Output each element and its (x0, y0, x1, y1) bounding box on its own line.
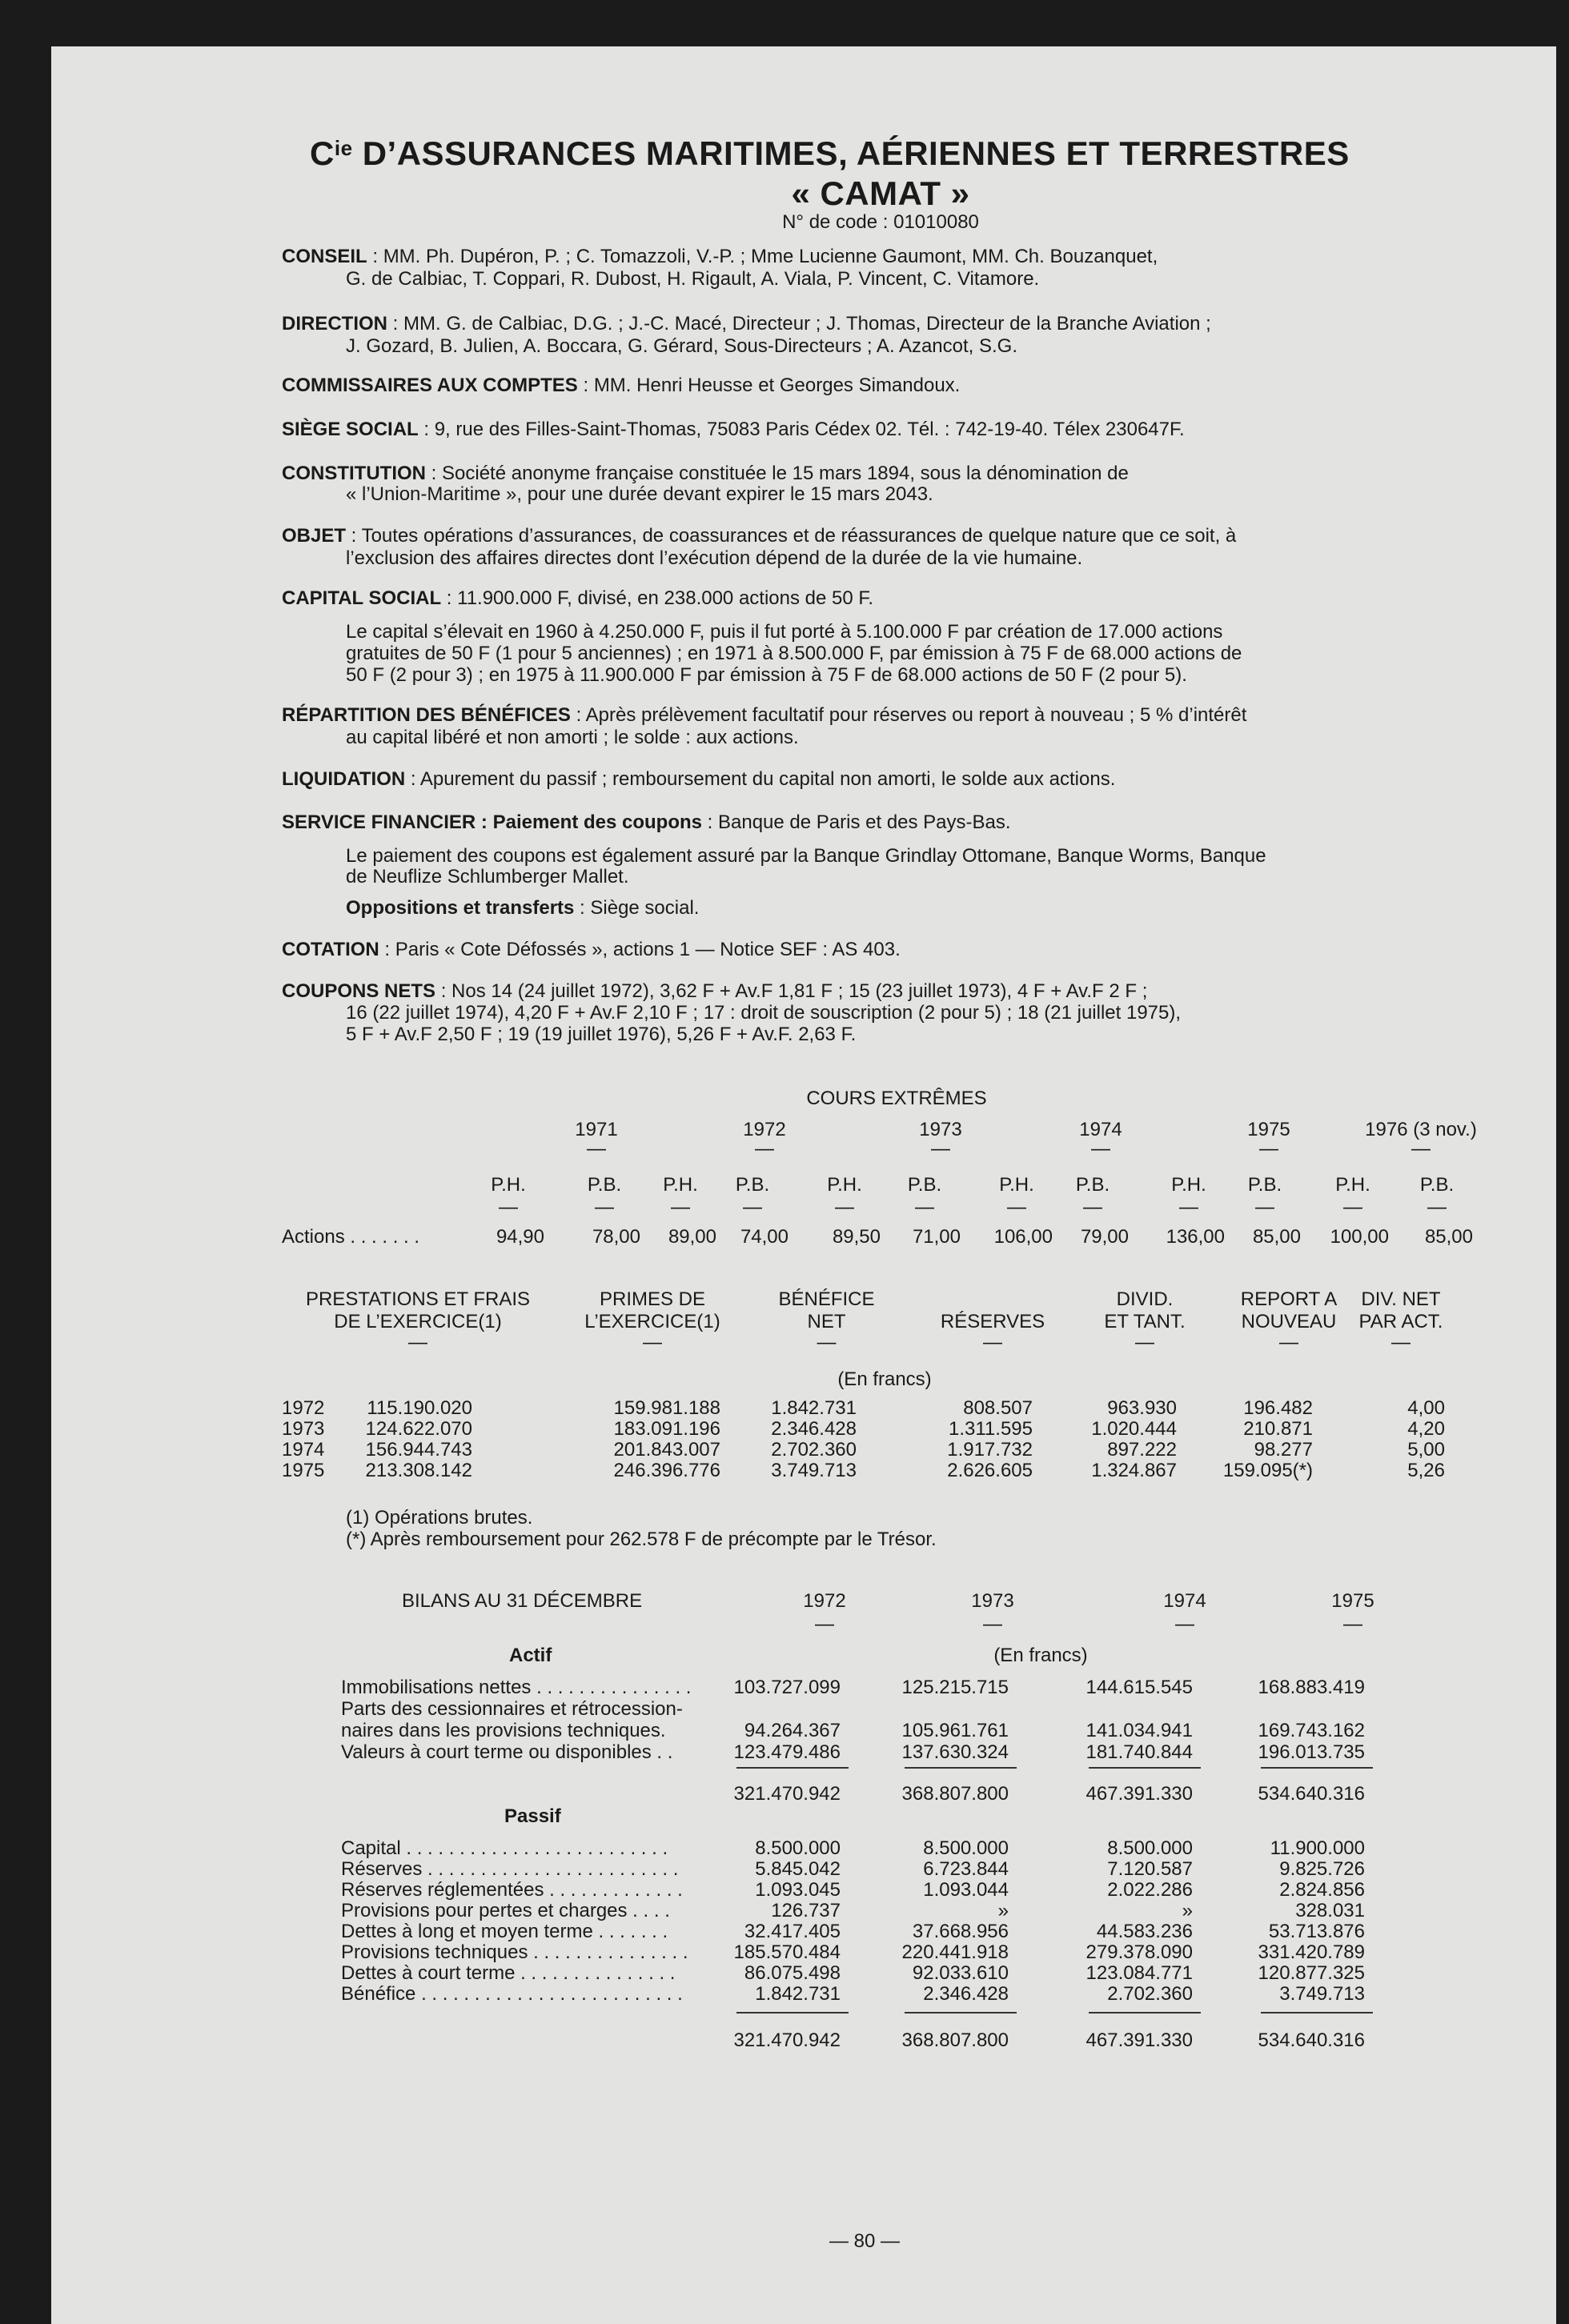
results-header-dash: — (643, 1332, 662, 1353)
passif-row-label: Dettes à court terme . . . . . . . . . . . . . . . (341, 1962, 676, 1984)
title-prefix: C (310, 134, 335, 172)
actif-label: Actif (509, 1645, 552, 1666)
results-cell: 2.702.360 (771, 1439, 857, 1461)
actif-row-label: Valeurs à court terme ou disponibles . . (341, 1741, 673, 1763)
passif-value: 120.877.325 (1258, 1962, 1365, 1984)
results-header-dash: — (1391, 1332, 1410, 1353)
passif-value: 8.500.000 (923, 1837, 1009, 1859)
results-unit: (En francs) (837, 1368, 932, 1390)
repartition-line2: au capital libéré et non amorti ; le solde : aux actions. (346, 727, 799, 748)
actif-row-label: naires dans les provisions techniques. (341, 1720, 666, 1741)
results-note2: (*) Après remboursement pour 262.578 F de précompte par le Trésor. (346, 1529, 937, 1550)
conseil-line2: G. de Calbiac, T. Coppari, R. Dubost, H. Rigault, A. Viala, P. Vincent, C. Vitamore. (346, 268, 1040, 290)
cours-sub-dash: — (1343, 1196, 1362, 1218)
cours-value: 89,50 (832, 1226, 881, 1248)
bilans-year-dash: — (983, 1613, 1002, 1635)
passif-total-rule (1261, 2012, 1373, 2013)
cours-year: 1974 (1079, 1119, 1122, 1140)
passif-total-value: 321.470.942 (733, 2029, 841, 2051)
coupons-line2: 16 (22 juillet 1974), 4,20 F + Av.F 2,10 F ; 17 : droit de souscription (2 pour 5) ; 18 (21 juillet 1975), (346, 1002, 1182, 1024)
passif-value: 6.723.844 (923, 1858, 1009, 1880)
cours-value: 94,90 (496, 1226, 544, 1248)
results-cell: 246.396.776 (613, 1460, 720, 1481)
cours-sub-dash: — (743, 1196, 762, 1218)
passif-row-label: Réserves . . . . . . . . . . . . . . . . . . . . . . . . (341, 1858, 679, 1880)
results-cell: 183.091.196 (613, 1418, 720, 1440)
passif-row-label: Provisions pour pertes et charges . . . . (341, 1900, 670, 1921)
passif-value: 11.900.000 (1270, 1837, 1365, 1859)
results-header-top: PRIMES DE (599, 1288, 706, 1310)
cours-sub-dash: — (595, 1196, 614, 1218)
results-cell: 1.842.731 (771, 1397, 857, 1419)
results-cell: 1972 (282, 1397, 325, 1419)
cours-year-dash: — (1091, 1138, 1110, 1160)
results-cell: 159.981.188 (613, 1397, 720, 1419)
passif-value: 1.842.731 (755, 1983, 841, 2005)
passif-value: 185.570.484 (733, 1941, 841, 1963)
actif-value: 105.961.761 (901, 1720, 1009, 1741)
bilans-year-dash: — (1343, 1613, 1362, 1635)
results-cell: 5,00 (1407, 1439, 1445, 1461)
cours-sub-dash: — (499, 1196, 518, 1218)
service-line2: Le paiement des coupons est également assuré par la Banque Grindlay Ottomane, Banque Worms, Banque (346, 845, 1266, 867)
passif-value: » (1182, 1900, 1193, 1921)
results-header-dash: — (1279, 1332, 1298, 1353)
coupons-line1: COUPONS NETS : Nos 14 (24 juillet 1972), 3,62 F + Av.F 1,81 F ; 15 (23 juillet 1973), 4 F + Av.F 2 F ; (282, 980, 1148, 1002)
passif-value: 92.033.610 (912, 1962, 1009, 1984)
cours-value: 85,00 (1424, 1226, 1473, 1248)
direction-line1: DIRECTION : MM. G. de Calbiac, D.G. ; J.-C. Macé, Directeur ; J. Thomas, Directeur de la Branche Aviation ; (282, 313, 1211, 335)
cours-value: 74,00 (740, 1226, 789, 1248)
actif-total-value: 321.470.942 (733, 1783, 841, 1805)
passif-value: 328.031 (1295, 1900, 1365, 1921)
cours-sub-pb: P.B. (1075, 1174, 1110, 1196)
results-header-bottom: L’EXERCICE(1) (584, 1311, 720, 1332)
passif-value: 7.120.587 (1107, 1858, 1193, 1880)
cours-year-dash: — (587, 1138, 606, 1160)
results-cell: 4,00 (1407, 1397, 1445, 1419)
actif-total-rule (905, 1767, 1017, 1769)
results-header-top: BÉNÉFICE (778, 1288, 875, 1310)
results-header-top: DIVID. (1116, 1288, 1174, 1310)
bilans-year-dash: — (1175, 1613, 1194, 1635)
cours-year-dash: — (931, 1138, 950, 1160)
cours-value: 100,00 (1330, 1226, 1389, 1248)
cours-sub-pb: P.B. (587, 1174, 622, 1196)
results-header-dash: — (817, 1332, 837, 1353)
results-note1: (1) Opérations brutes. (346, 1507, 533, 1529)
passif-value: 53.713.876 (1268, 1921, 1365, 1942)
results-cell: 3.749.713 (771, 1460, 857, 1481)
actif-value: 168.883.419 (1258, 1677, 1365, 1698)
cours-value: 71,00 (912, 1226, 961, 1248)
results-header-bottom: PAR ACT. (1358, 1311, 1443, 1332)
objet-line2: l’exclusion des affaires directes dont l’exécution dépend de la durée de la vie humaine. (346, 547, 1083, 569)
cours-value: 89,00 (668, 1226, 716, 1248)
page-number: — 80 — (829, 2230, 901, 2252)
capital-line1: CAPITAL SOCIAL : 11.900.000 F, divisé, en 238.000 actions de 50 F. (282, 587, 874, 609)
cours-row-label: Actions . . . . . . . (282, 1226, 420, 1248)
cours-sub-ph: P.H. (663, 1174, 698, 1196)
passif-total-rule (905, 2012, 1017, 2013)
passif-total-value: 534.640.316 (1258, 2029, 1365, 2051)
actif-value: 141.034.941 (1085, 1720, 1193, 1741)
capital-line3: gratuites de 50 F (1 pour 5 anciennes) ; en 1971 à 8.500.000 F, par émission à 75 F de 68.000 actions de (346, 643, 1242, 664)
actif-value: 181.740.844 (1085, 1741, 1193, 1763)
passif-value: 2.702.360 (1107, 1983, 1193, 2005)
cours-value: 106,00 (993, 1226, 1053, 1248)
passif-row-label: Capital . . . . . . . . . . . . . . . . . . . . . . . . . (341, 1837, 668, 1859)
passif-value: 2.824.856 (1279, 1879, 1365, 1901)
cours-value: 78,00 (592, 1226, 640, 1248)
results-header-bottom: ET TANT. (1104, 1311, 1186, 1332)
actif-value: 103.727.099 (733, 1677, 841, 1698)
cours-title: COURS EXTRÊMES (806, 1088, 987, 1109)
results-cell: 213.308.142 (365, 1460, 472, 1481)
coupons-line3: 5 F + Av.F 2,50 F ; 19 (19 juillet 1976), 5,26 F + Av.F. 2,63 F. (346, 1024, 857, 1045)
title-prefix-sup: ie (334, 136, 353, 160)
cours-sub-dash: — (1427, 1196, 1447, 1218)
results-cell: 897.222 (1107, 1439, 1177, 1461)
results-cell: 1.311.595 (949, 1418, 1033, 1440)
direction-line2: J. Gozard, B. Julien, A. Boccara, G. Gérard, Sous-Directeurs ; A. Azancot, S.G. (346, 335, 1018, 357)
results-cell: 1.324.867 (1091, 1460, 1177, 1481)
cours-year: 1972 (743, 1119, 786, 1140)
passif-total-value: 368.807.800 (901, 2029, 1009, 2051)
results-cell: 1975 (282, 1460, 325, 1481)
results-cell: 2.626.605 (947, 1460, 1033, 1481)
results-header-bottom: RÉSERVES (940, 1311, 1045, 1332)
results-cell: 98.277 (1254, 1439, 1313, 1461)
cours-year: 1975 (1247, 1119, 1290, 1140)
actif-value: 137.630.324 (901, 1741, 1009, 1763)
passif-row-label: Dettes à long et moyen terme . . . . . . . (341, 1921, 668, 1942)
cours-year: 1971 (575, 1119, 618, 1140)
actif-total-value: 368.807.800 (901, 1783, 1009, 1805)
actif-total-value: 534.640.316 (1258, 1783, 1365, 1805)
results-header-dash: — (983, 1332, 1002, 1353)
actif-row-label: Immobilisations nettes . . . . . . . . . . . . . . . (341, 1677, 692, 1698)
oppositions-line: Oppositions et transferts : Siège social. (346, 897, 700, 919)
conseil-line1: CONSEIL : MM. Ph. Dupéron, P. ; C. Tomazzoli, V.-P. ; Mme Lucienne Gaumont, MM. Ch. Bouzanquet, (282, 246, 1158, 267)
passif-value: 37.668.956 (912, 1921, 1009, 1942)
bilans-year: 1974 (1163, 1590, 1206, 1612)
bilans-year: 1972 (803, 1590, 846, 1612)
cours-sub-dash: — (835, 1196, 854, 1218)
actif-total-rule (1089, 1767, 1201, 1769)
results-cell: 159.095(*) (1222, 1460, 1313, 1481)
actif-value: 196.013.735 (1258, 1741, 1365, 1763)
company-title (310, 134, 1350, 173)
service-line1: SERVICE FINANCIER : Paiement des coupons : Banque de Paris et des Pays-Bas. (282, 811, 1011, 833)
passif-value: 9.825.726 (1279, 1858, 1365, 1880)
cours-year-dash: — (1411, 1138, 1431, 1160)
passif-value: 3.749.713 (1279, 1983, 1365, 2005)
results-cell: 1.020.444 (1091, 1418, 1177, 1440)
results-cell: 210.871 (1243, 1418, 1313, 1440)
siege-line: SIÈGE SOCIAL : 9, rue des Filles-Saint-Thomas, 75083 Paris Cédex 02. Tél. : 742-19-40. Télex 230647F. (282, 419, 1185, 440)
actif-value: 123.479.486 (733, 1741, 841, 1763)
cours-sub-pb: P.B. (735, 1174, 770, 1196)
title-line1: D’ASSURANCES MARITIMES, AÉRIENNES ET TERRESTRES (362, 134, 1350, 172)
results-cell: 2.346.428 (771, 1418, 857, 1440)
results-header-dash: — (1135, 1332, 1154, 1353)
passif-value: 32.417.405 (744, 1921, 841, 1942)
cours-year-dash: — (755, 1138, 774, 1160)
code-number: N° de code : 01010080 (782, 211, 979, 233)
results-header-top: REPORT A (1240, 1288, 1338, 1310)
cours-sub-dash: — (1255, 1196, 1274, 1218)
bilans-unit: (En francs) (993, 1645, 1088, 1666)
bilans-year-dash: — (815, 1613, 834, 1635)
passif-value: 279.378.090 (1085, 1941, 1193, 1963)
passif-label: Passif (504, 1805, 561, 1827)
cours-value: 85,00 (1252, 1226, 1301, 1248)
results-cell: 196.482 (1243, 1397, 1313, 1419)
repartition-line1: RÉPARTITION DES BÉNÉFICES : Après prélèvement facultatif pour réserves ou report à nouveau ; 5 % d’intérêt (282, 704, 1247, 726)
passif-value: 1.093.044 (923, 1879, 1009, 1901)
cours-year: 1973 (919, 1119, 962, 1140)
results-cell: 808.507 (963, 1397, 1033, 1419)
results-cell: 1.917.732 (947, 1439, 1033, 1461)
actif-total-rule (736, 1767, 849, 1769)
actif-value: 94.264.367 (744, 1720, 841, 1741)
results-cell: 201.843.007 (613, 1439, 720, 1461)
passif-value: 2.022.286 (1107, 1879, 1193, 1901)
cours-sub-pb: P.B. (1419, 1174, 1455, 1196)
cours-year: 1976 (3 nov.) (1365, 1119, 1477, 1140)
capital-line4: 50 F (2 pour 3) ; en 1975 à 11.900.000 F par émission à 75 F de 68.000 actions de 50 F (2 pour 5). (346, 664, 1187, 686)
results-cell: 156.944.743 (365, 1439, 472, 1461)
constitution-line2: « l’Union-Maritime », pour une durée devant expirer le 15 mars 2043. (346, 483, 933, 505)
passif-value: 123.084.771 (1085, 1962, 1193, 1984)
results-header-dash: — (408, 1332, 427, 1353)
cours-sub-ph: P.H. (1171, 1174, 1206, 1196)
cours-year-dash: — (1259, 1138, 1278, 1160)
cours-sub-pb: P.B. (907, 1174, 942, 1196)
results-cell: 4,20 (1407, 1418, 1445, 1440)
cours-sub-dash: — (671, 1196, 690, 1218)
passif-value: 8.500.000 (1107, 1837, 1193, 1859)
passif-row-label: Provisions techniques . . . . . . . . . . . . . . . (341, 1941, 688, 1963)
passif-total-value: 467.391.330 (1085, 2029, 1193, 2051)
cours-sub-dash: — (1007, 1196, 1026, 1218)
cours-value: 79,00 (1080, 1226, 1129, 1248)
bilans-title: BILANS AU 31 DÉCEMBRE (402, 1590, 643, 1612)
passif-value: 44.583.236 (1096, 1921, 1193, 1942)
liquidation-line: LIQUIDATION : Apurement du passif ; remboursement du capital non amorti, le solde aux actions. (282, 768, 1116, 790)
results-cell: 963.930 (1107, 1397, 1177, 1419)
passif-value: 220.441.918 (901, 1941, 1009, 1963)
results-header-bottom: NOUVEAU (1241, 1311, 1337, 1332)
cours-sub-ph: P.H. (827, 1174, 862, 1196)
bilans-year: 1973 (971, 1590, 1014, 1612)
passif-value: 2.346.428 (923, 1983, 1009, 2005)
actif-total-value: 467.391.330 (1085, 1783, 1193, 1805)
actif-total-rule (1261, 1767, 1373, 1769)
cours-sub-ph: P.H. (491, 1174, 526, 1196)
results-cell: 115.190.020 (367, 1397, 472, 1419)
commissaires-line: COMMISSAIRES AUX COMPTES : MM. Henri Heusse et Georges Simandoux. (282, 375, 961, 396)
cours-sub-dash: — (915, 1196, 934, 1218)
results-cell: 5,26 (1407, 1460, 1445, 1481)
results-cell: 1974 (282, 1439, 325, 1461)
actif-value: 125.215.715 (901, 1677, 1009, 1698)
capital-line2: Le capital s’élevait en 1960 à 4.250.000 F, puis il fut porté à 5.100.000 F par création de 17.000 actions (346, 621, 1223, 643)
passif-total-rule (1089, 2012, 1201, 2013)
results-cell: 124.622.070 (365, 1418, 472, 1440)
cours-sub-ph: P.H. (1335, 1174, 1370, 1196)
cours-sub-pb: P.B. (1247, 1174, 1282, 1196)
actif-value: 144.615.545 (1085, 1677, 1193, 1698)
cours-value: 136,00 (1166, 1226, 1225, 1248)
results-header-top: PRESTATIONS ET FRAIS (305, 1288, 531, 1310)
passif-value: 86.075.498 (744, 1962, 841, 1984)
cotation-line: COTATION : Paris « Cote Défossés », actions 1 — Notice SEF : AS 403. (282, 939, 901, 960)
passif-value: » (997, 1900, 1009, 1921)
passif-row-label: Réserves réglementées . . . . . . . . . . . . . (341, 1879, 683, 1901)
objet-line1: OBJET : Toutes opérations d’assurances, de coassurances et de réassurances de quelque nature que ce soit, à (282, 525, 1237, 547)
passif-value: 5.845.042 (755, 1858, 841, 1880)
actif-value: 169.743.162 (1258, 1720, 1365, 1741)
cours-sub-ph: P.H. (999, 1174, 1034, 1196)
results-header-top: DIV. NET (1361, 1288, 1441, 1310)
passif-value: 126.737 (771, 1900, 841, 1921)
results-header-bottom: DE L’EXERCICE(1) (334, 1311, 502, 1332)
bilans-year: 1975 (1331, 1590, 1374, 1612)
title-line2: « CAMAT » (791, 174, 970, 212)
passif-value: 331.420.789 (1258, 1941, 1365, 1963)
passif-value: 1.093.045 (755, 1879, 841, 1901)
passif-total-rule (736, 2012, 849, 2013)
service-line3: de Neuflize Schlumberger Mallet. (346, 866, 629, 888)
constitution-line1: CONSTITUTION : Société anonyme française constituée le 15 mars 1894, sous la dénomination de (282, 463, 1129, 484)
cours-sub-dash: — (1179, 1196, 1198, 1218)
cours-sub-dash: — (1083, 1196, 1102, 1218)
results-cell: 1973 (282, 1418, 325, 1440)
passif-value: 8.500.000 (755, 1837, 841, 1859)
results-header-bottom: NET (807, 1311, 846, 1332)
passif-row-label: Bénéfice . . . . . . . . . . . . . . . . . . . . . . . . . (341, 1983, 683, 2005)
actif-row-label: Parts des cessionnaires et rétrocession- (341, 1698, 683, 1720)
